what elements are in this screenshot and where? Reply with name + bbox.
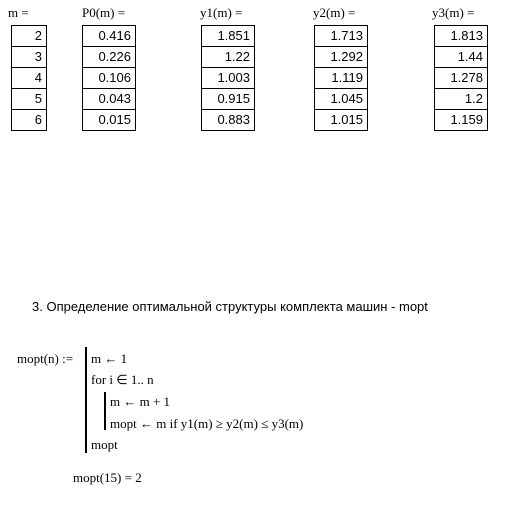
table-y1[interactable] — [201, 25, 255, 131]
program-line-return[interactable]: mopt — [91, 437, 118, 452]
table-y2[interactable] — [314, 25, 368, 131]
table-cell: 5 — [12, 89, 47, 110]
program-line-init[interactable]: m ← 1 — [91, 351, 128, 366]
table-cell: 1.003 — [202, 68, 255, 89]
table-cell: 0.226 — [83, 47, 136, 68]
table-cell: 1.278 — [435, 68, 488, 89]
loop-bracket — [104, 392, 106, 430]
table-cell: 1.015 — [315, 110, 368, 131]
table-y3[interactable] — [434, 25, 488, 131]
table-cell: 1.159 — [435, 110, 488, 131]
program-line-for[interactable]: for i ∈ 1.. n — [91, 372, 154, 387]
table-cell: 0.106 — [83, 68, 136, 89]
header-y1: y1(m) = — [200, 5, 243, 20]
section-title: 3. Определение оптимальной структуры комплекта машин - mopt — [32, 299, 428, 314]
program-definition[interactable]: mopt(n) := — [17, 351, 74, 366]
table-cell: 0.416 — [83, 26, 136, 47]
table-cell: 0.043 — [83, 89, 136, 110]
table-cell: 3 — [12, 47, 47, 68]
table-cell: 0.883 — [202, 110, 255, 131]
program-bracket — [85, 347, 87, 453]
table-cell: 6 — [12, 110, 47, 131]
table-cell: 1.44 — [435, 47, 488, 68]
table-cell: 1.713 — [315, 26, 368, 47]
table-cell: 1.045 — [315, 89, 368, 110]
table-cell: 1.22 — [202, 47, 255, 68]
result-expression[interactable]: mopt(15) = 2 — [73, 470, 142, 485]
program-line-condition[interactable]: mopt ← m if y1(m) ≥ y2(m) ≤ y3(m) — [110, 416, 304, 431]
table-cell: 0.915 — [202, 89, 255, 110]
table-cell: 4 — [12, 68, 47, 89]
table-cell: 2 — [12, 26, 47, 47]
table-cell: 0.015 — [83, 110, 136, 131]
header-p0: P0(m) = — [82, 5, 126, 20]
table-cell: 1.851 — [202, 26, 255, 47]
program-line-increment[interactable]: m ← m + 1 — [110, 394, 171, 409]
header-m: m = — [8, 5, 29, 20]
table-cell: 1.119 — [315, 68, 368, 89]
table-cell: 1.2 — [435, 89, 488, 110]
header-y3: y3(m) = — [432, 5, 475, 20]
table-p0[interactable] — [82, 25, 136, 131]
header-y2: y2(m) = — [313, 5, 356, 20]
table-m[interactable] — [11, 25, 47, 131]
table-cell: 1.292 — [315, 47, 368, 68]
table-cell: 1.813 — [435, 26, 488, 47]
